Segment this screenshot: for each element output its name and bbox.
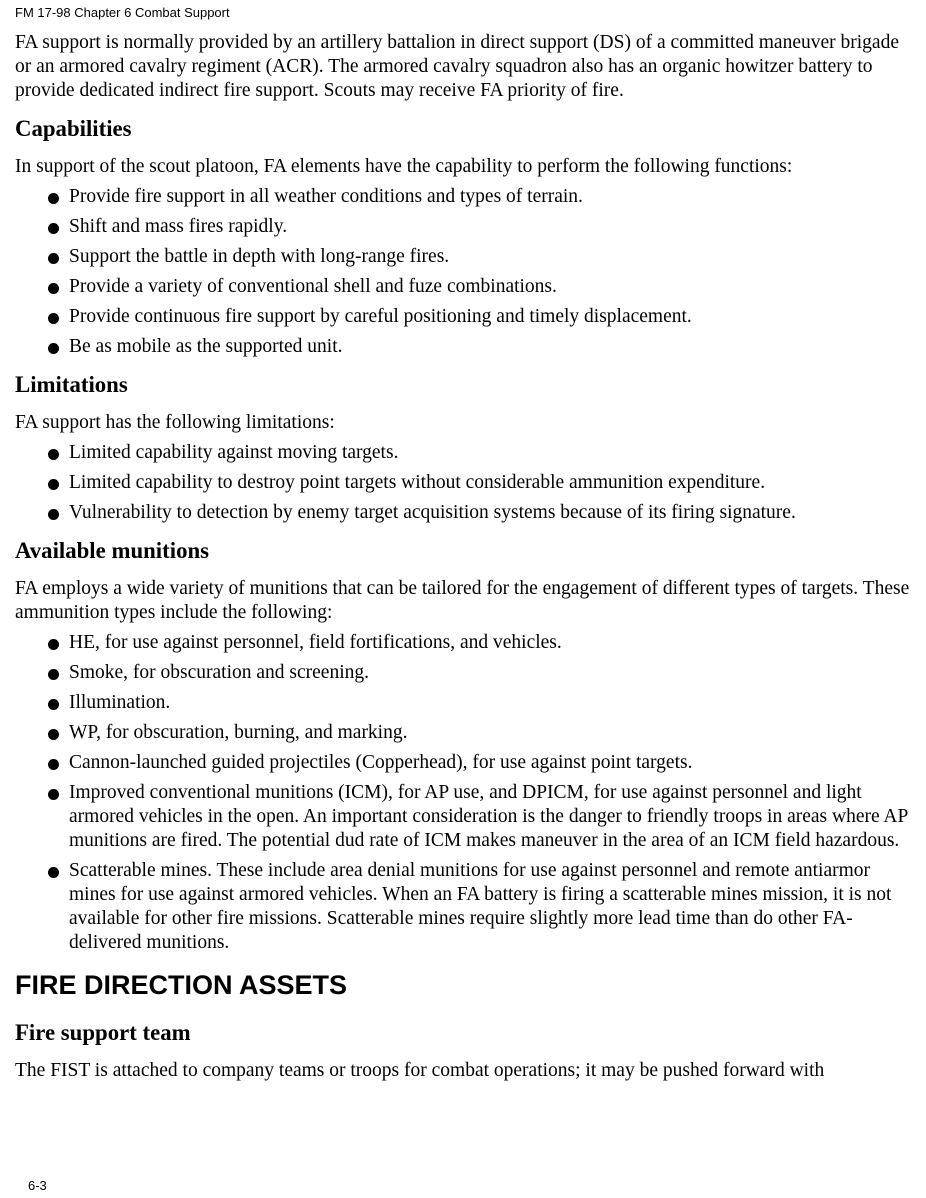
list-item <box>15 661 915 685</box>
list-item <box>15 471 915 495</box>
list-item-text: Provide fire support in all weather conditions and types of terrain. <box>69 186 583 207</box>
list-item <box>15 441 915 465</box>
list-item <box>15 245 915 269</box>
bullet-icon <box>48 759 59 770</box>
bullet-icon <box>48 313 59 324</box>
running-header: FM 17-98 Chapter 6 Combat Support <box>15 5 230 20</box>
limitations-lead: FA support has the following limitations: <box>15 412 335 433</box>
list-item <box>15 501 915 525</box>
fire-support-team-heading: Fire support team <box>15 1020 191 1045</box>
fire-support-team-text: The FIST is attached to company teams or troops for combat operations; it may be pushed forward with <box>15 1060 825 1081</box>
bullet-icon <box>48 343 59 354</box>
limitations-list <box>15 441 915 525</box>
limitations-heading: Limitations <box>15 372 128 397</box>
munitions-list <box>15 631 915 955</box>
bullet-icon <box>48 699 59 710</box>
munitions-lead: FA employs a wide variety of munitions that can be tailored for the engagement of different types of targets. These ammunition types include the following: <box>15 578 910 623</box>
list-item-text: Cannon-launched guided projectiles (Copperhead), for use against point targets. <box>69 752 693 773</box>
bullet-icon <box>48 283 59 294</box>
list-item <box>15 335 915 359</box>
bullet-icon <box>48 253 59 264</box>
list-item-text: Scatterable mines. These include area denial munitions for use against personnel and remote antiarmor mines for use against armored vehicles. When an FA battery is firing a scatterable mines mission, it is not available for other fire missions. Scatterable mines require slightly more lead time than do other FA-delivered munitions. <box>69 860 892 953</box>
list-item <box>15 691 915 715</box>
bullet-icon <box>48 223 59 234</box>
list-item <box>15 751 915 775</box>
bullet-icon <box>48 479 59 490</box>
bullet-icon <box>48 193 59 204</box>
bullet-icon <box>48 449 59 460</box>
list-item-text: Limited capability against moving targets. <box>69 442 399 463</box>
list-item-text: Shift and mass fires rapidly. <box>69 216 288 237</box>
bullet-icon <box>48 729 59 740</box>
bullet-icon <box>48 639 59 650</box>
list-item-text: Limited capability to destroy point targets without considerable ammunition expenditure. <box>69 472 766 493</box>
document-body <box>15 31 915 1097</box>
list-item-text: Be as mobile as the supported unit. <box>69 336 343 357</box>
list-item-text: Provide a variety of conventional shell and fuze combinations. <box>69 276 557 297</box>
intro-paragraph: FA support is normally provided by an artillery battalion in direct support (DS) of a committed maneuver brigade or an armored cavalry regiment (ACR). The armored cavalry squadron also has an organic howitzer battery to provide dedicated indirect fire support. Scouts may receive FA priority of fire. <box>15 32 899 101</box>
list-item-text: Improved conventional munitions (ICM), for AP use, and DPICM, for use against personnel and light armored vehicles in the open. An important consideration is the danger to friendly troops in areas where AP munitions are fired. The potential dud rate of ICM makes maneuver in the area of an ICM field hazardous. <box>69 782 908 851</box>
capabilities-lead: In support of the scout platoon, FA elements have the capability to perform the following functions: <box>15 156 793 177</box>
list-item <box>15 185 915 209</box>
bullet-icon <box>48 789 59 800</box>
list-item-text: Smoke, for obscuration and screening. <box>69 662 370 683</box>
bullet-icon <box>48 867 59 878</box>
list-item <box>15 631 915 655</box>
list-item-text: Provide continuous fire support by careful positioning and timely displacement. <box>69 306 692 327</box>
list-item-text: WP, for obscuration, burning, and marking. <box>69 722 408 743</box>
list-item <box>15 781 915 853</box>
list-item-text: Vulnerability to detection by enemy target acquisition systems because of its firing signature. <box>69 502 796 523</box>
page-number: 6-3 <box>28 1178 47 1193</box>
list-item-text: Support the battle in depth with long-range fires. <box>69 246 450 267</box>
bullet-icon <box>48 509 59 520</box>
munitions-heading: Available munitions <box>15 538 210 563</box>
list-item <box>15 305 915 329</box>
list-item-text: Illumination. <box>69 692 171 713</box>
list-item-text: HE, for use against personnel, field fortifications, and vehicles. <box>69 632 562 653</box>
fire-direction-heading: FIRE DIRECTION ASSETS <box>15 970 348 1000</box>
bullet-icon <box>48 669 59 680</box>
capabilities-heading: Capabilities <box>15 116 132 141</box>
list-item <box>15 275 915 299</box>
list-item <box>15 859 915 955</box>
list-item <box>15 215 915 239</box>
capabilities-list <box>15 185 915 359</box>
list-item <box>15 721 915 745</box>
